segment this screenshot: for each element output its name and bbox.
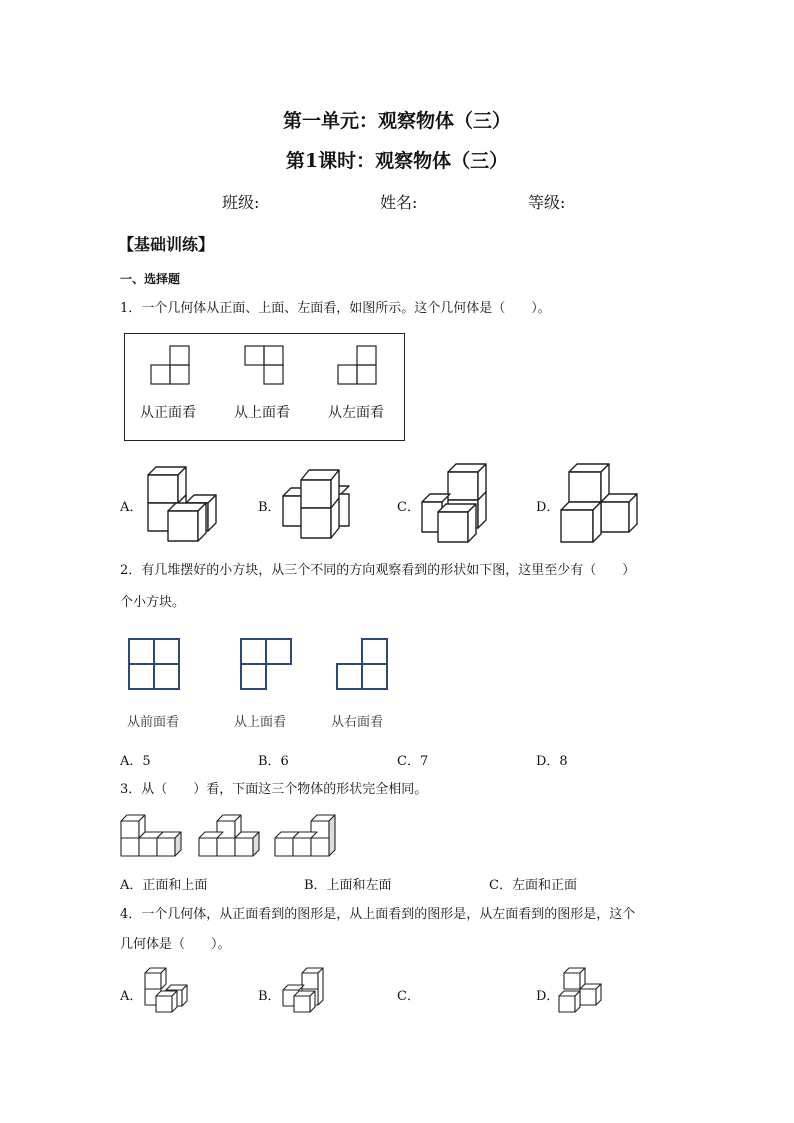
section-heading: 【基础训练】 bbox=[118, 235, 215, 254]
q1-front-view bbox=[151, 345, 191, 385]
q1-top-view bbox=[245, 345, 285, 385]
q1-caption-front: 从正面看 bbox=[140, 405, 196, 421]
class-label: 班级: bbox=[222, 193, 260, 212]
q2-front-view bbox=[128, 638, 180, 690]
name-label: 姓名: bbox=[380, 193, 418, 212]
q4-option-b[interactable]: B． bbox=[258, 989, 281, 1004]
q4-option-d-figure bbox=[558, 966, 608, 1014]
q1-option-d[interactable]: D． bbox=[536, 500, 560, 515]
q2-option-a[interactable]: A．5 bbox=[120, 754, 151, 769]
q2-top-view bbox=[240, 638, 292, 690]
q1-caption-left: 从左面看 bbox=[328, 405, 384, 421]
q1-option-a[interactable]: A． bbox=[120, 500, 143, 515]
q2-option-c[interactable]: C．7 bbox=[397, 754, 429, 769]
q3-object-3 bbox=[274, 812, 340, 858]
q3-option-c[interactable]: C．左面和正面 bbox=[489, 878, 577, 893]
question-4-text-line2: 几何体是（ ）。 bbox=[120, 937, 231, 952]
question-3-text: 3．从（ ）看，下面这三个物体的形状完全相同。 bbox=[120, 782, 428, 797]
q2-option-b[interactable]: B．6 bbox=[258, 754, 289, 769]
q2-caption-right: 从右面看 bbox=[331, 715, 384, 730]
q3-option-b[interactable]: B．上面和左面 bbox=[304, 878, 392, 893]
lesson-subtitle: 第1课时：观察物体（三） bbox=[285, 150, 509, 172]
q2-caption-top: 从上面看 bbox=[234, 715, 287, 730]
q3-object-2 bbox=[198, 812, 264, 858]
q4-option-c[interactable]: C． bbox=[397, 989, 420, 1004]
q1-option-b-figure bbox=[283, 466, 363, 546]
q1-option-a-figure bbox=[146, 463, 226, 543]
question-1-text: 1．一个几何体从正面、上面、左面看，如图所示。这个几何体是（ ）。 bbox=[120, 301, 551, 316]
q2-caption-front: 从前面看 bbox=[127, 715, 180, 730]
q1-option-c[interactable]: C． bbox=[397, 500, 420, 515]
q4-option-a[interactable]: A． bbox=[120, 989, 143, 1004]
grade-label: 等级: bbox=[528, 193, 566, 212]
q3-object-1 bbox=[120, 812, 186, 858]
question-2-text-line1: 2．有几堆摆好的小方块，从三个不同的方向观察看到的形状如下图，这里至少有（ ） bbox=[120, 563, 636, 578]
q4-option-a-figure bbox=[144, 966, 190, 1014]
q1-option-c-figure bbox=[420, 462, 500, 546]
q1-left-view bbox=[338, 345, 378, 385]
question-4-text-line1: 4．一个几何体，从正面看到的图形是，从上面看到的图形是，从左面看到的图形是，这个 bbox=[120, 907, 636, 922]
q1-caption-top: 从上面看 bbox=[234, 405, 290, 421]
q2-right-view bbox=[336, 638, 388, 690]
q1-option-d-figure bbox=[559, 462, 643, 546]
q4-option-b-figure bbox=[282, 966, 328, 1014]
question-2-text-line2: 个小方块。 bbox=[120, 595, 186, 610]
q2-option-d[interactable]: D．8 bbox=[536, 754, 568, 769]
q3-option-a[interactable]: A．正面和上面 bbox=[120, 878, 208, 893]
q1-option-b[interactable]: B． bbox=[258, 500, 281, 515]
page-title: 第一单元：观察物体（三） bbox=[282, 110, 511, 132]
part-heading: 一、选择题 bbox=[120, 272, 181, 286]
q4-option-d[interactable]: D． bbox=[536, 989, 560, 1004]
